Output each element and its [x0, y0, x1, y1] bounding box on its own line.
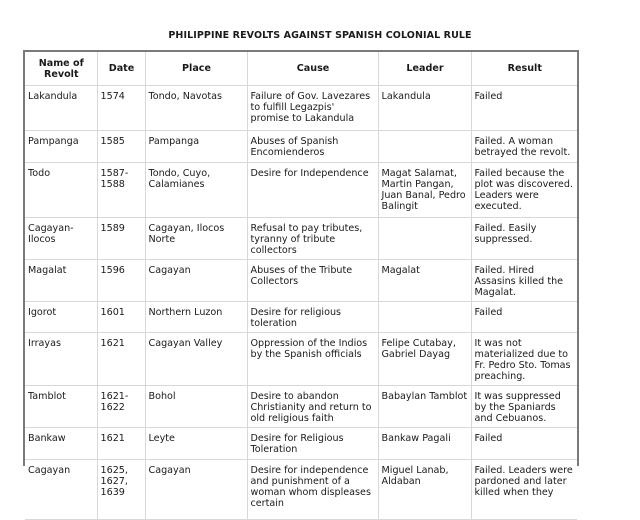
table-row	[25, 428, 577, 460]
cell-name: Pampanga	[25, 131, 97, 163]
cell-leader: Magat Salamat, Martin Pangan, Juan Banal, Pedro Balingit	[378, 163, 471, 218]
cell-date: 1589	[97, 218, 145, 260]
cell-name: Tamblot	[25, 386, 97, 428]
cell-cause: Refusal to pay tributes, tyranny of tribute collectors	[247, 218, 378, 260]
header-date: Date	[97, 52, 145, 86]
cell-leader: Magalat	[378, 260, 471, 302]
cell-result: It was not materialized due to Fr. Pedro Sto. Tomas preaching.	[471, 333, 577, 386]
cell-cause: Abuses of Spanish Encomienderos	[247, 131, 378, 163]
cell-cause: Desire for independence and punishment of a woman whom displeases certain	[247, 460, 378, 520]
cell-place: Tondo, Cuyo, Calamianes	[145, 163, 247, 218]
cell-cause: Desire for religious toleration	[247, 302, 378, 333]
cell-name: Todo	[25, 163, 97, 218]
cell-place: Leyte	[145, 428, 247, 460]
table-row	[25, 302, 577, 333]
cell-date: 1621	[97, 428, 145, 460]
cell-name: Irrayas	[25, 333, 97, 386]
cell-date: 1574	[97, 86, 145, 131]
cell-place: Cagayan, Ilocos Norte	[145, 218, 247, 260]
cell-date: 1621-1622	[97, 386, 145, 428]
cell-name: Lakandula	[25, 86, 97, 131]
cell-place: Bohol	[145, 386, 247, 428]
cell-result: Failed. A woman betrayed the revolt.	[471, 131, 577, 163]
revolts-table-container	[23, 50, 579, 509]
header-result: Result	[471, 52, 577, 86]
cell-result: Failed	[471, 302, 577, 333]
header-cause: Cause	[247, 52, 378, 86]
cell-result: Failed	[471, 428, 577, 460]
cell-leader: Miguel Lanab, Aldaban	[378, 460, 471, 520]
cell-name: Cagayan	[25, 460, 97, 520]
revolts-table	[25, 52, 577, 520]
cell-leader	[378, 218, 471, 260]
cell-date: 1587-1588	[97, 163, 145, 218]
cell-date: 1601	[97, 302, 145, 333]
table-row	[25, 386, 577, 428]
cell-result: Failed	[471, 86, 577, 131]
cell-date: 1621	[97, 333, 145, 386]
cell-leader: Felipe Cutabay, Gabriel Dayag	[378, 333, 471, 386]
cell-result: Failed. Easily suppressed.	[471, 218, 577, 260]
cell-cause: Failure of Gov. Lavezares to fulfill Legazpis' promise to Lakandula	[247, 86, 378, 131]
header-name: Name of Revolt	[25, 52, 97, 86]
cell-cause: Desire to abandon Christianity and return to old religious faith	[247, 386, 378, 428]
cell-place: Cagayan	[145, 460, 247, 520]
cell-result: Failed because the plot was discovered. Leaders were executed.	[471, 163, 577, 218]
cell-date: 1625, 1627, 1639	[97, 460, 145, 520]
cell-leader: Babaylan Tamblot	[378, 386, 471, 428]
cell-cause: Desire for Independence	[247, 163, 378, 218]
table-row	[25, 86, 577, 131]
table-row	[25, 460, 577, 520]
cell-date: 1596	[97, 260, 145, 302]
cell-leader: Bankaw Pagali	[378, 428, 471, 460]
table-header-row	[25, 52, 577, 86]
cell-cause: Desire for Religious Toleration	[247, 428, 378, 460]
document-title: PHILIPPINE REVOLTS AGAINST SPANISH COLONIAL RULE	[168, 30, 472, 41]
cell-date: 1585	[97, 131, 145, 163]
cell-name: Igorot	[25, 302, 97, 333]
header-leader: Leader	[378, 52, 471, 86]
cell-leader: Lakandula	[378, 86, 471, 131]
header-place: Place	[145, 52, 247, 86]
cell-leader	[378, 131, 471, 163]
cell-cause: Abuses of the Tribute Collectors	[247, 260, 378, 302]
cell-place: Cagayan Valley	[145, 333, 247, 386]
table-row	[25, 163, 577, 218]
cell-name: Bankaw	[25, 428, 97, 460]
cell-name: Magalat	[25, 260, 97, 302]
cell-name: Cagayan-Ilocos	[25, 218, 97, 260]
cell-place: Northern Luzon	[145, 302, 247, 333]
table-row	[25, 218, 577, 260]
cell-result: It was suppressed by the Spaniards and Cebuanos.	[471, 386, 577, 428]
cell-place: Tondo, Navotas	[145, 86, 247, 131]
table-row	[25, 260, 577, 302]
cell-cause: Oppression of the Indios by the Spanish officials	[247, 333, 378, 386]
cell-result: Failed. Leaders were pardoned and later killed when they	[471, 460, 577, 520]
table-row	[25, 333, 577, 386]
cell-place: Pampanga	[145, 131, 247, 163]
cell-leader	[378, 302, 471, 333]
table-row	[25, 131, 577, 163]
cell-result: Failed. Hired Assasins killed the Magalat.	[471, 260, 577, 302]
cell-place: Cagayan	[145, 260, 247, 302]
